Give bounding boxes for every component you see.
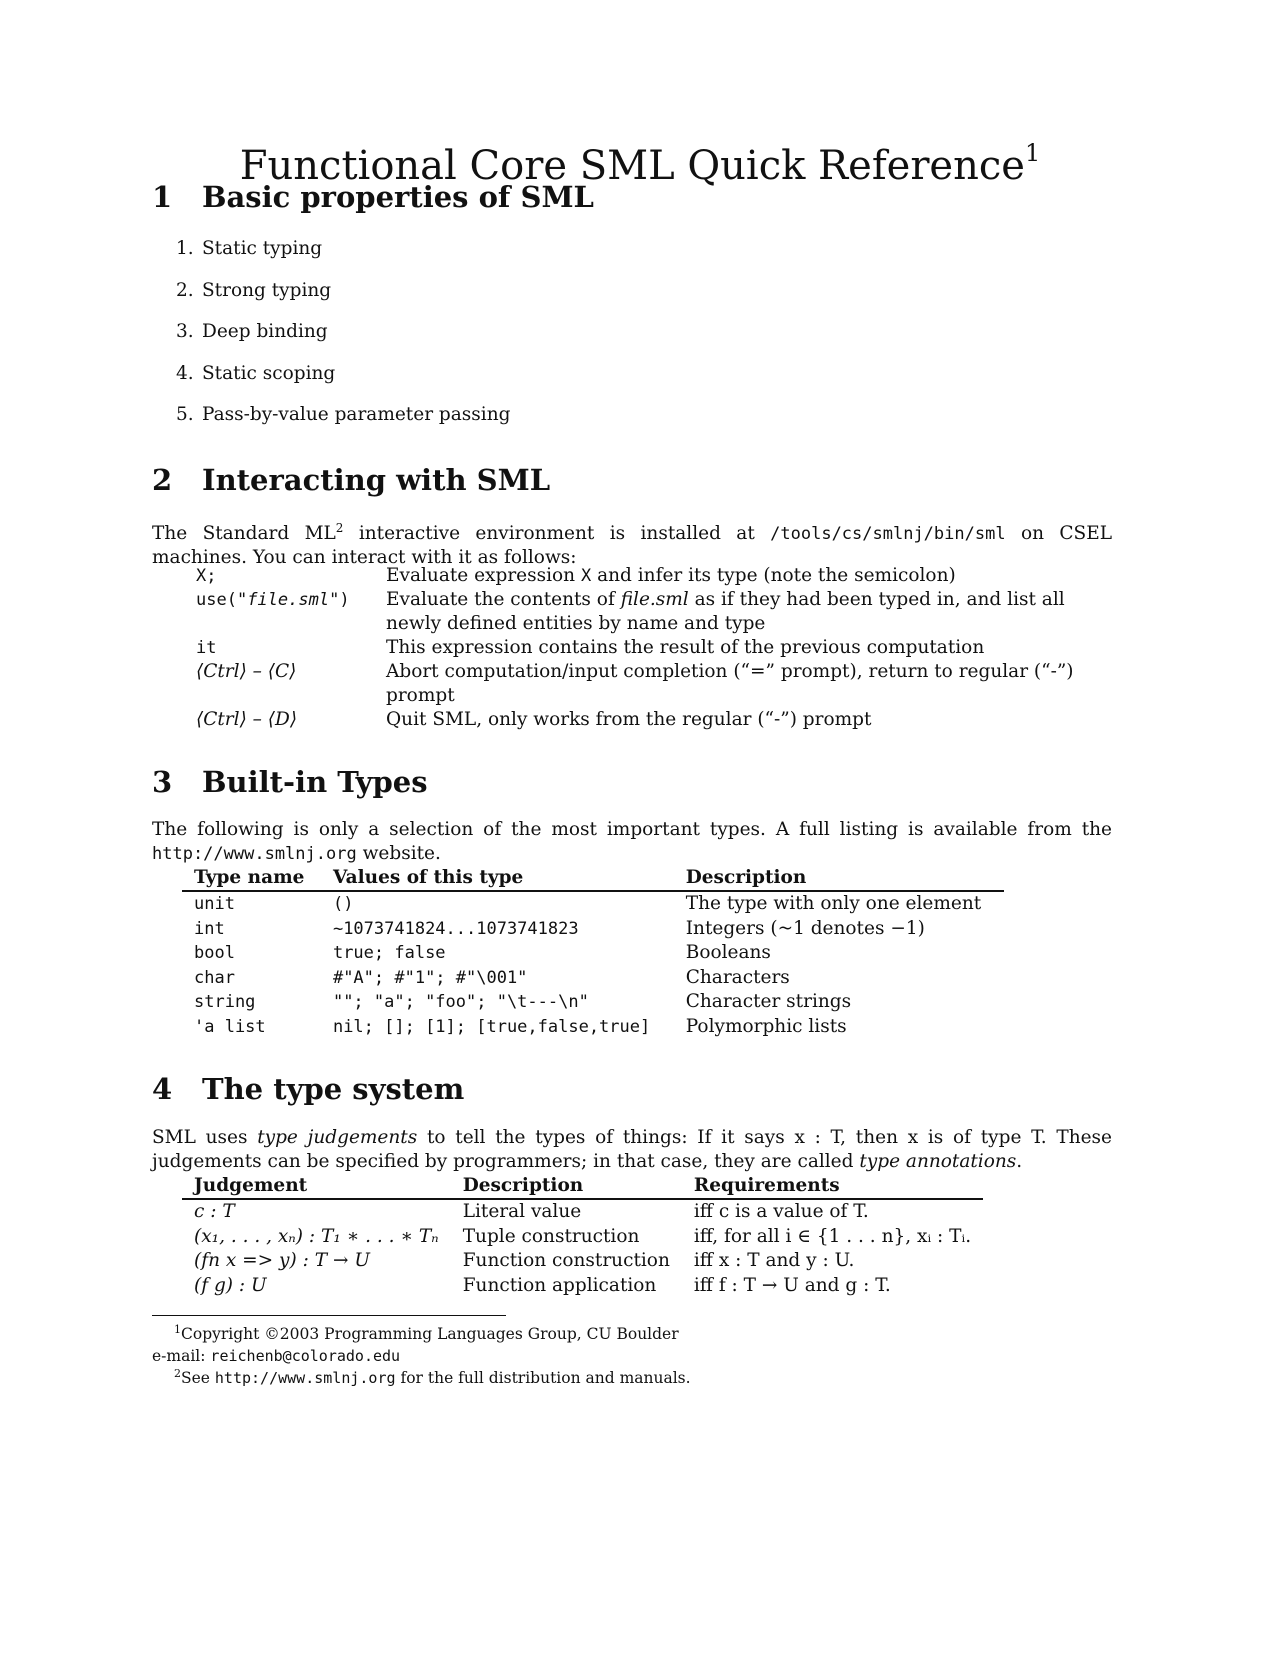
column-header: Judgement	[182, 1174, 451, 1199]
column-header: Type name	[182, 866, 321, 891]
judgements-table	[182, 1174, 983, 1298]
table-row: 'a list nil; []; [1]; [true,false,true] Polymorphic lists	[194, 1015, 847, 1037]
command-key: it	[196, 638, 217, 658]
section-4-intro: SML uses type judgements to tell the types of things: If it says x : T, then x is of type T. These judgements can be specified by programmers; in that case, they are called type annotations.	[152, 1127, 1112, 1172]
footnote-mark: 2	[335, 521, 344, 535]
table-row: int ~1073741824...1073741823 Integers (~1 denotes −1)	[194, 917, 925, 939]
table-row	[184, 564, 1114, 588]
table-row	[184, 636, 1114, 660]
table-row: c : T Literal value iff c is a value of T.	[194, 1201, 869, 1222]
section-4-heading: 4 The type system	[152, 1072, 465, 1106]
command-desc: Evaluate the contents of file.sml as if they had been typed in, and list all newly defined entities by name and type	[386, 589, 1065, 634]
section-3-intro: The following is only a selection of the most important types. A full listing is available from the http://www.smlnj.org website.	[152, 819, 1112, 864]
command-desc: Quit SML, only works from the regular (“-”) prompt	[386, 709, 872, 730]
section-3-heading: 3 Built-in Types	[152, 765, 428, 799]
table-row	[184, 588, 1114, 636]
list-item: 2. Strong typing	[176, 279, 332, 301]
list-item: 4. Static scoping	[176, 362, 336, 384]
sml-path: /tools/cs/smlnj/bin/sml	[770, 524, 1006, 545]
section-2-intro: The Standard $ML^2$ interactive environment is installed at /tools/cs/smlnj/bin/sml on CSEL machines. You can interact with it as follows:	[152, 521, 1112, 569]
table-row	[184, 660, 1114, 708]
table-row	[184, 708, 1114, 732]
table-row: unit () The type with only one element	[194, 893, 982, 914]
section-1-heading: 1 Basic properties of SML	[152, 180, 594, 214]
command-table	[184, 564, 1114, 732]
footnote-2: $^2$See http://www.smlnj.org for the full distribution and manuals.	[174, 1367, 691, 1387]
properties-list	[176, 238, 510, 446]
table-row: (fn x => y) : T → U Function construction iff x : T and y : U.	[194, 1250, 855, 1271]
column-header: Description	[451, 1174, 682, 1199]
table-row: string ""; "a"; "foo"; "\t---\n" Character strings	[194, 991, 852, 1012]
command-key: ⟨Ctrl⟩ – ⟨C⟩	[196, 661, 297, 682]
table-row: (x₁, . . . , xₙ) : T₁ ∗ . . . ∗ Tₙ Tuple construction iff, for all i ∈ {1 . . . n}, xᵢ : Tᵢ.	[194, 1225, 972, 1247]
table-row: char #"A"; #"1"; #"\001" Characters	[194, 966, 790, 988]
list-item: 5. Pass-by-value parameter passing	[176, 404, 511, 425]
section-2-heading: 2 Interacting with SML	[152, 463, 551, 497]
command-key: X;	[196, 566, 217, 586]
column-header: Requirements	[682, 1174, 983, 1199]
footnote-1: $^1$Copyright ©2003 Programming Languages Group, CU Boulder e-mail: reichenb@colorado.edu	[152, 1323, 679, 1365]
table-header-row	[182, 1174, 983, 1199]
column-header: Values of this type	[321, 866, 674, 891]
types-table	[182, 866, 1004, 1039]
list-item: 1. Static typing	[176, 238, 323, 259]
list-item: 3. Deep binding	[176, 321, 328, 342]
command-desc: Evaluate expression X and infer its type (note the semicolon)	[386, 565, 956, 586]
footnote-rule	[152, 1315, 506, 1316]
page-title: Functional Core SML Quick Reference$^1$	[239, 138, 1041, 189]
email-link[interactable]: reichenb@colorado.edu	[210, 1347, 401, 1365]
table-row: bool true; false Booleans	[194, 942, 771, 963]
smlnj-link[interactable]: http://www.smlnj.org	[214, 1369, 396, 1387]
command-key: use("file.sml")	[196, 590, 350, 610]
column-header: Description	[674, 866, 1004, 891]
command-desc: This expression contains the result of the previous computation	[386, 637, 985, 658]
smlnj-url: http://www.smlnj.org	[152, 844, 357, 864]
command-desc: Abort computation/input completion (“=” prompt), return to regular (“-”) prompt	[386, 661, 1074, 706]
table-header-row	[182, 866, 1004, 891]
title-footnote-mark: 1	[1024, 138, 1041, 167]
table-row: (f g) : U Function application iff f : T → U and g : T.	[194, 1274, 891, 1296]
command-key: ⟨Ctrl⟩ – ⟨D⟩	[196, 709, 298, 730]
